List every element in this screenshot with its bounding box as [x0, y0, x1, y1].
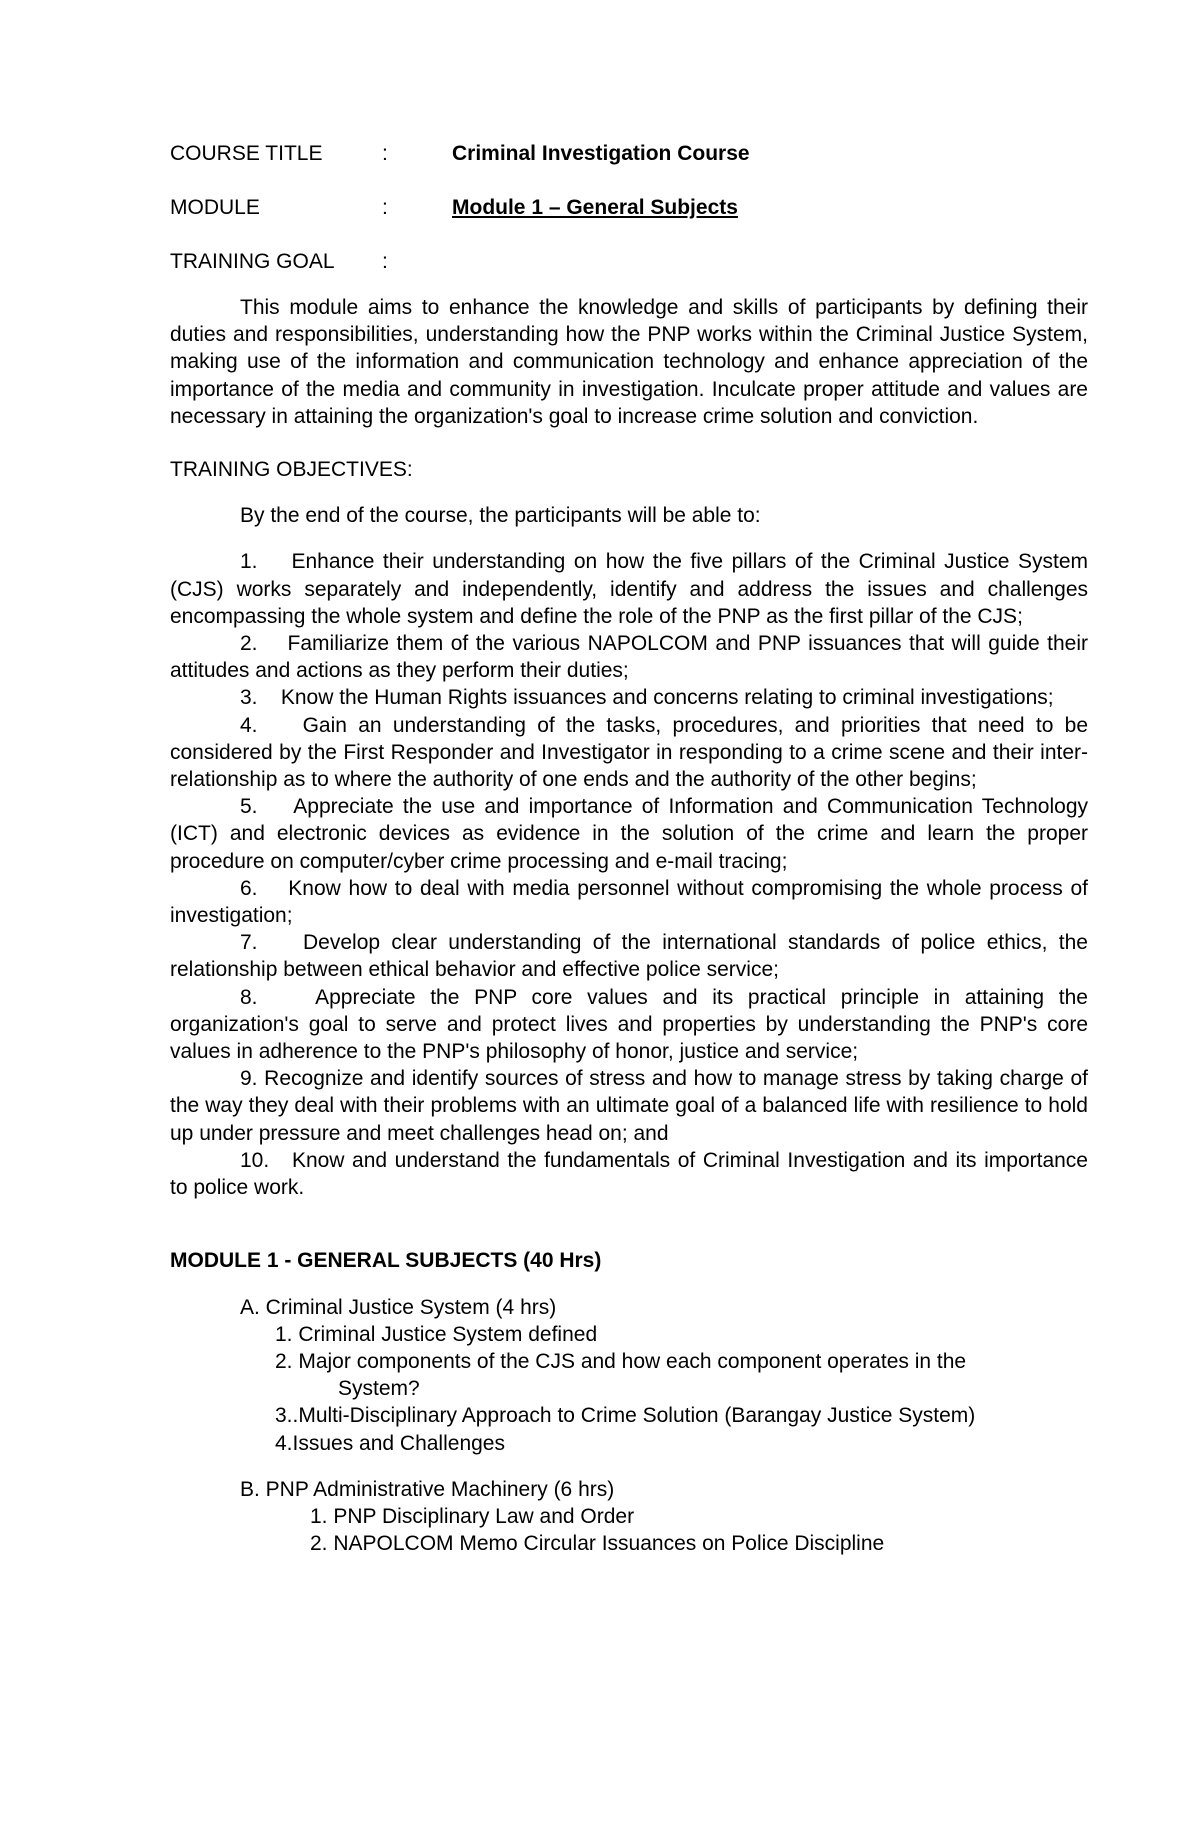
objective-number: 8. [240, 985, 258, 1009]
training-goal-label: TRAINING GOAL [170, 250, 335, 273]
objective-item [170, 548, 1088, 630]
objective-item [170, 929, 1088, 983]
objective-text: Know and understand the fundamentals of Criminal Investigation and its importance to police work. [170, 1148, 1088, 1200]
section-b-item: 2. NAPOLCOM Memo Circular Issuances on Police Discipline [310, 1532, 885, 1556]
section-b-heading: B. PNP Administrative Machinery (6 hrs) [240, 1477, 615, 1501]
section-a-item: 4.Issues and Challenges [275, 1431, 505, 1455]
module-value: Module 1 – General Subjects [452, 196, 738, 219]
objective-item [170, 793, 1088, 875]
objective-item [170, 1065, 1088, 1147]
course-title-value: Criminal Investigation Course [452, 142, 750, 165]
module-section-title: MODULE 1 - GENERAL SUBJECTS (40 Hrs) [170, 1249, 602, 1273]
objective-item [170, 712, 1088, 794]
objective-number: 2. [240, 632, 258, 656]
training-goal-row [170, 248, 1088, 275]
module-label: MODULE [170, 196, 260, 219]
objectives-list [170, 548, 1088, 1201]
course-title-row [170, 140, 1088, 167]
section-b-item: 1. PNP Disciplinary Law and Order [310, 1504, 635, 1528]
section-a [170, 1294, 1088, 1457]
objective-text: Know how to deal with media personnel without compromising the whole process of investigation; [170, 876, 1088, 928]
objective-number: 5. [240, 795, 258, 819]
objective-text: Develop clear understanding of the international standards of police ethics, the relationship between ethical behavior and effective police service; [170, 931, 1088, 982]
objective-number: 10. [240, 1148, 270, 1172]
objective-text: Recognize and identify sources of stress and how to manage stress by taking charge of the way they deal with their problems with an ultimate goal of a balanced life with resilience to hold up under pressure and meet challenges head on; and [170, 1067, 1088, 1145]
module-row [170, 194, 1088, 221]
section-a-item-continued: System? [338, 1377, 420, 1401]
objective-text: Know the Human Rights issuances and concerns relating to criminal investigations; [280, 686, 1054, 710]
objective-item [170, 1147, 1088, 1201]
objective-item [170, 984, 1088, 1066]
objective-number: 3. [240, 686, 258, 710]
section-a-item: 1. Criminal Justice System defined [275, 1322, 598, 1346]
objective-number: 9. [240, 1067, 258, 1091]
objective-text: Gain an understanding of the tasks, procedures, and priorities that need to be considered by the First Responder and Investigator in responding to a crime scene and their inter-relationship as to where the authority of one ends and the authority of the other begins; [170, 713, 1089, 792]
goal-paragraph: This module aims to enhance the knowledge and skills of participants by defining their duties and responsibilities, understanding how the PNP works within the Criminal Justice System, making use of the information and communication technology and enhance appreciation of the importance of the media and community in investigation. Inculcate proper attitude and values are necessary in attaining the organization's goal to increase crime solution and conviction. [170, 296, 1088, 428]
objective-number: 4. [240, 713, 258, 737]
objective-text: Familiarize them of the various NAPOLCOM and PNP issuances that will guide their attitudes and actions as they perform their duties; [170, 632, 1088, 683]
objectives-intro: By the end of the course, the participants will be able to: [240, 504, 761, 528]
objective-item [170, 630, 1088, 684]
objective-text: Enhance their understanding on how the five pillars of the Criminal Justice System (CJS) works separately and independently, identify and address the issues and challenges encompassing the whole system and define the role of the PNP as the first pillar of the CJS; [170, 550, 1088, 628]
course-title-colon: : [382, 142, 388, 165]
section-a-item: 3..Multi-Disciplinary Approach to Crime Solution (Barangay Justice System) [275, 1404, 976, 1428]
objective-text: Appreciate the PNP core values and its practical principle in attaining the organization's goal to serve and protect lives and properties by understanding the PNP's core values in adherence to the PNP's philosophy of honor, justice and service; [170, 985, 1088, 1064]
objective-item [170, 684, 1088, 711]
objective-text: Appreciate the use and importance of Information and Communication Technology (ICT) and electronic devices as evidence in the solution of the crime and learn the proper procedure on computer/cyber crime processing and e-mail tracing; [170, 795, 1089, 873]
document-page [170, 140, 1088, 1557]
objective-number: 7. [240, 931, 258, 955]
objectives-heading: TRAINING OBJECTIVES: [170, 458, 413, 482]
section-a-heading: A. Criminal Justice System (4 hrs) [240, 1295, 557, 1319]
section-a-item: 2. Major components of the CJS and how each component operates in the [275, 1349, 967, 1373]
objective-number: 1. [240, 550, 258, 574]
objective-number: 6. [240, 876, 258, 900]
objective-item [170, 875, 1088, 929]
module-colon: : [382, 196, 388, 219]
training-goal-colon: : [382, 250, 388, 273]
section-b [170, 1476, 1088, 1558]
course-title-label: COURSE TITLE [170, 142, 323, 165]
